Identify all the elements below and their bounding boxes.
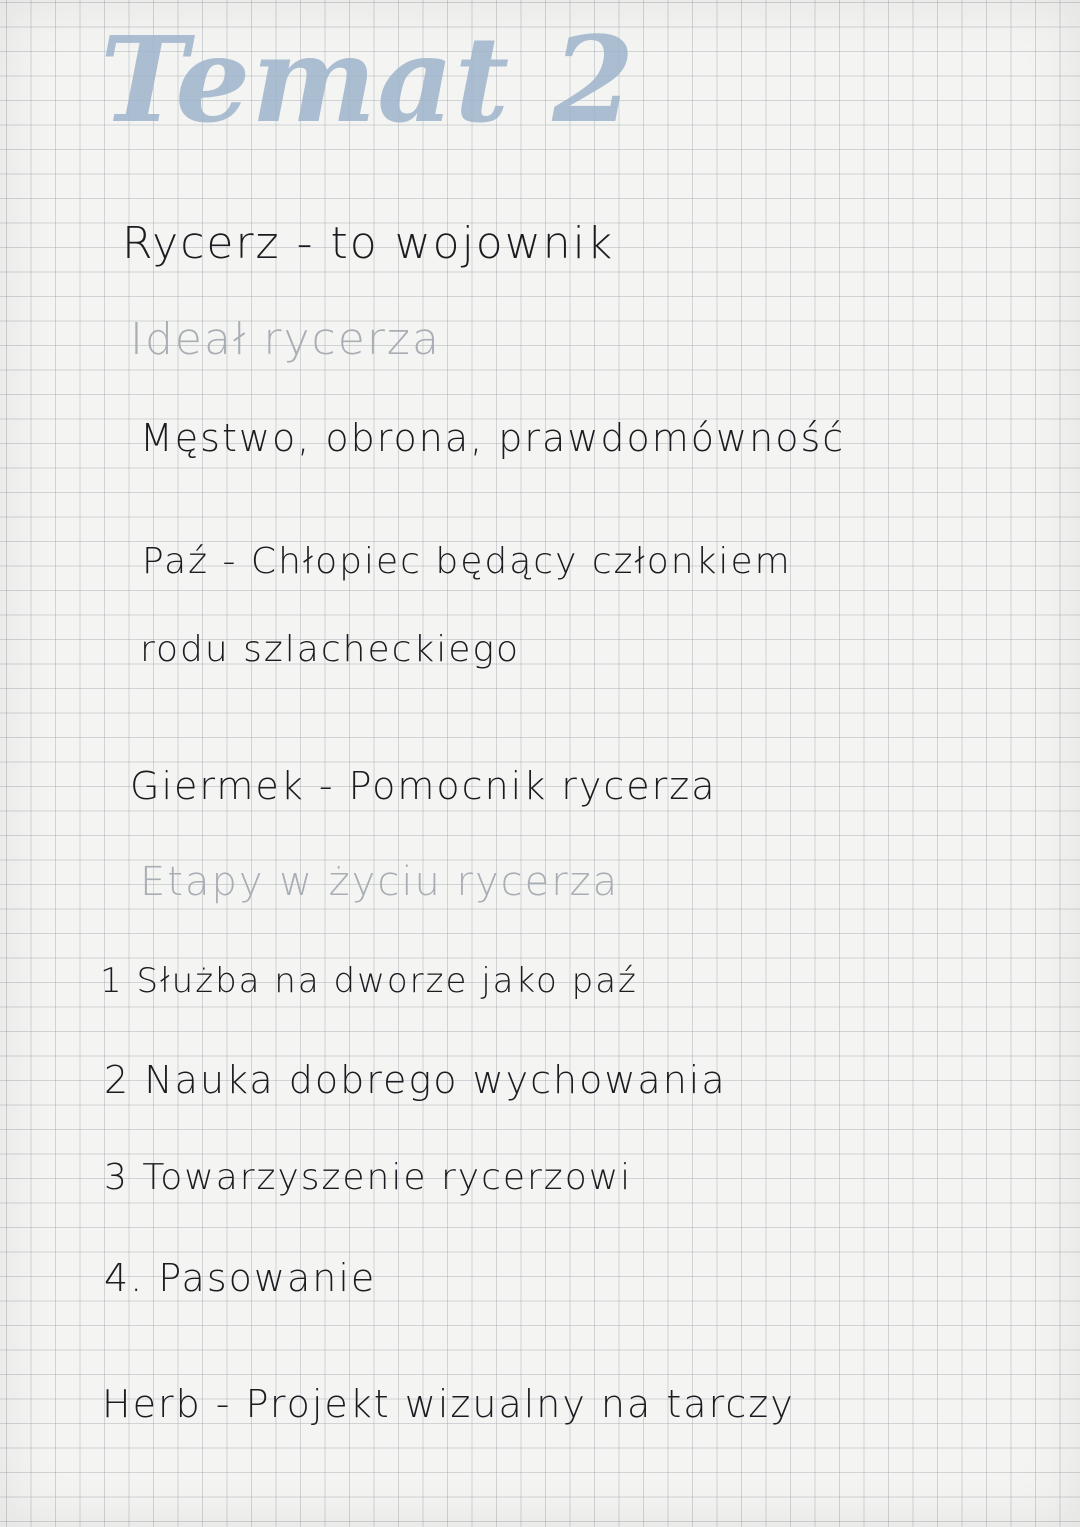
definition-paz-line-2: rodu szlacheckiego [140, 629, 521, 670]
definition-rycerz: Rycerz - to wojownik [122, 218, 615, 269]
page-title: Temat 2 [100, 10, 636, 149]
stage-1: 1 Służba na dworze jako paź [100, 961, 638, 1001]
definition-paz-line-1: Paź - Chłopiec będący członkiem [142, 541, 792, 582]
ideal-traits: Męstwo, obrona, prawdomówność [140, 416, 846, 460]
stage-2: 2 Nauka dobrego wychowania [104, 1058, 727, 1102]
stage-4: 4. Pasowanie [104, 1256, 377, 1300]
definition-herb: Herb - Projekt wizualny na tarczy [102, 1382, 795, 1426]
heading-ideal-rycerza: Ideał rycerza [130, 314, 441, 365]
definition-giermek: Giermek - Pomocnik rycerza [130, 764, 717, 808]
stage-3: 3 Towarzyszenie rycerzowi [104, 1157, 633, 1198]
heading-etapy: Etapy w życiu rycerza [140, 859, 620, 905]
